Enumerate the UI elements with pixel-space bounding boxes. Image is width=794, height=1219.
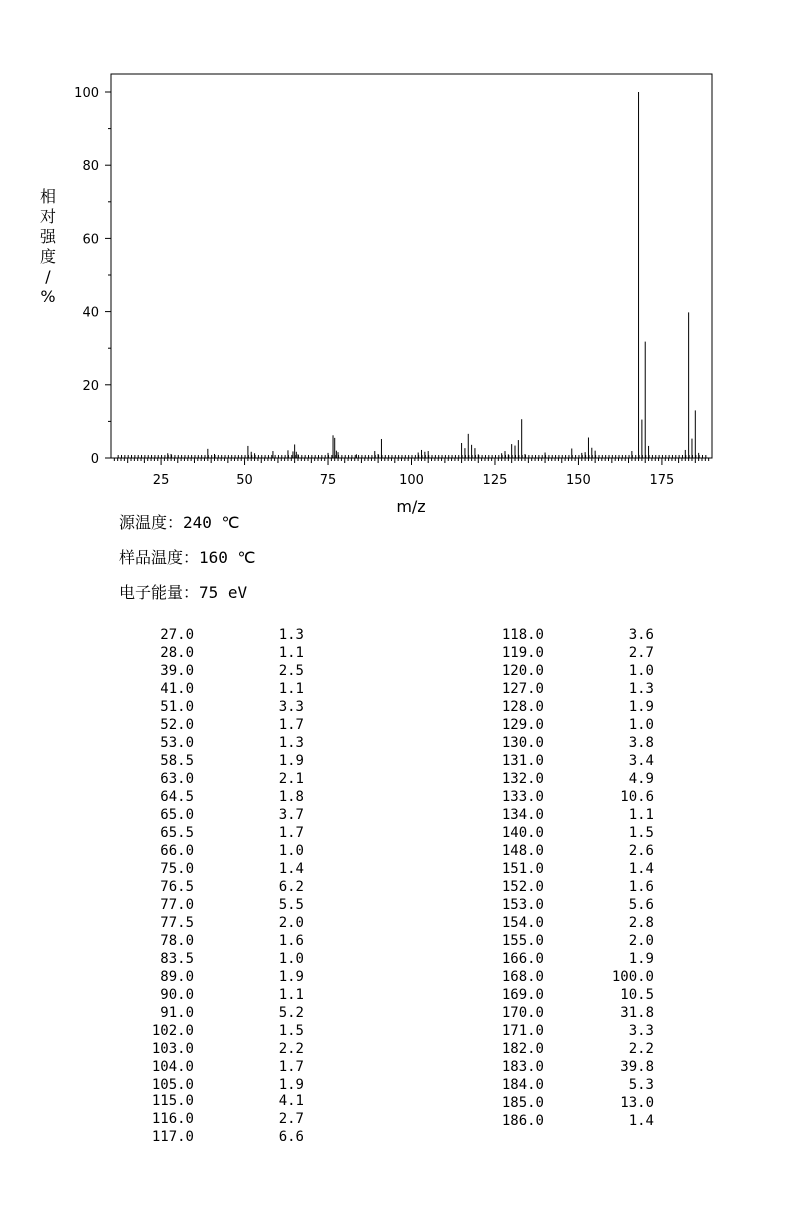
- x-tick-label: 125: [482, 473, 508, 488]
- condition-value: 75 eV: [199, 583, 248, 602]
- mz-value: 182.0: [501, 1041, 544, 1057]
- mz-value: 58.5: [160, 753, 194, 769]
- intensity-value: 1.7: [278, 1059, 304, 1075]
- mz-value: 102.0: [151, 1023, 194, 1039]
- y-label-char: %: [40, 287, 56, 306]
- mz-value: 154.0: [501, 915, 544, 931]
- intensity-value: 1.1: [278, 645, 304, 661]
- y-label-char: /: [45, 267, 51, 286]
- y-tick-label: 80: [82, 159, 99, 175]
- sample-temperature: [119, 545, 256, 568]
- mz-value: 133.0: [501, 789, 544, 805]
- mz-value: 132.0: [501, 771, 544, 787]
- mz-value: 168.0: [501, 969, 544, 985]
- mz-value: 83.5: [160, 951, 194, 967]
- condition-value: 160 ℃: [199, 548, 256, 567]
- mz-value: 27.0: [160, 627, 194, 643]
- mz-value: 41.0: [160, 681, 194, 697]
- mz-value: 89.0: [160, 969, 194, 985]
- peak-table-right: [484, 626, 654, 1146]
- mz-value: 153.0: [501, 897, 544, 913]
- mz-value: 52.0: [160, 717, 194, 733]
- x-tick-label: 150: [566, 473, 591, 488]
- mz-value: 129.0: [501, 717, 544, 733]
- intensity-value: 2.8: [628, 915, 654, 931]
- mz-value: 103.0: [151, 1041, 194, 1057]
- intensity-value: 1.0: [628, 717, 654, 733]
- mz-value: 152.0: [501, 879, 544, 895]
- intensity-value: 1.0: [278, 951, 304, 967]
- mz-value: 130.0: [501, 735, 544, 751]
- mz-value: 151.0: [501, 861, 544, 877]
- mz-value: 166.0: [501, 951, 544, 967]
- y-tick-label: 0: [90, 452, 99, 467]
- intensity-value: 100.0: [611, 969, 654, 985]
- x-tick-label: 25: [152, 473, 170, 488]
- intensity-value: 2.0: [278, 915, 304, 931]
- mz-value: 91.0: [160, 1005, 194, 1021]
- intensity-value: 2.2: [278, 1041, 304, 1057]
- mz-value: 64.5: [160, 789, 194, 805]
- mz-value: 115.0: [151, 1093, 194, 1109]
- plot-frame: [111, 74, 712, 458]
- intensity-value: 1.3: [278, 735, 304, 751]
- source-temperature: [119, 510, 240, 533]
- intensity-value: 4.1: [278, 1093, 304, 1109]
- intensity-value: 13.0: [620, 1095, 654, 1111]
- condition-label: 样品温度：: [119, 548, 200, 567]
- intensity-value: 1.9: [628, 699, 654, 715]
- intensity-value: 3.4: [628, 753, 654, 769]
- y-tick-label: 20: [82, 378, 99, 394]
- mz-value: 185.0: [501, 1095, 544, 1111]
- intensity-value: 2.5: [278, 663, 304, 679]
- mz-value: 77.5: [160, 915, 194, 931]
- intensity-value: 1.0: [628, 663, 654, 679]
- peak-table-left: [134, 626, 304, 1166]
- x-axis: [153, 473, 675, 488]
- electron-energy: [119, 580, 247, 603]
- intensity-value: 2.6: [628, 843, 654, 859]
- mz-value: 90.0: [160, 987, 194, 1003]
- intensity-value: 1.5: [278, 1023, 304, 1039]
- mz-value: 184.0: [501, 1077, 544, 1093]
- condition-label: 电子能量：: [119, 583, 200, 602]
- intensity-value: 1.4: [278, 861, 304, 877]
- intensity-value: 10.6: [620, 789, 654, 805]
- mz-value: 183.0: [501, 1059, 544, 1075]
- y-axis: [74, 86, 111, 467]
- intensity-value: 1.9: [628, 951, 654, 967]
- intensity-value: 1.0: [278, 843, 304, 859]
- peak-bars: [118, 92, 706, 458]
- mz-value: 28.0: [160, 645, 194, 661]
- y-tick-label: 60: [82, 232, 99, 248]
- mz-value: 120.0: [501, 663, 544, 679]
- y-axis-label: [40, 187, 57, 306]
- mz-value: 118.0: [501, 627, 544, 643]
- y-label-char: 相: [39, 187, 57, 206]
- mz-value: 131.0: [501, 753, 544, 769]
- x-tick-label: 175: [649, 473, 675, 488]
- mz-value: 186.0: [501, 1113, 544, 1129]
- mz-value: 105.0: [151, 1077, 194, 1093]
- mz-value: 119.0: [501, 645, 544, 661]
- mz-value: 155.0: [501, 933, 544, 949]
- intensity-value: 1.6: [628, 879, 654, 895]
- y-tick-label: 40: [82, 305, 99, 321]
- intensity-value: 3.7: [278, 807, 304, 823]
- mz-value: 63.0: [160, 771, 194, 787]
- intensity-value: 1.7: [278, 717, 304, 733]
- mz-value: 78.0: [160, 933, 194, 949]
- mz-value: 148.0: [501, 843, 544, 859]
- intensity-value: 1.9: [278, 753, 304, 769]
- intensity-value: 1.9: [278, 1077, 304, 1093]
- x-tick-label: 100: [399, 473, 424, 488]
- intensity-value: 1.8: [278, 789, 304, 805]
- intensity-value: 2.7: [278, 1111, 304, 1127]
- mz-value: 65.5: [160, 825, 194, 841]
- intensity-value: 1.3: [278, 627, 304, 643]
- x-minor-ticks: [114, 458, 708, 465]
- intensity-value: 5.6: [628, 897, 654, 913]
- intensity-value: 5.5: [278, 897, 304, 913]
- intensity-value: 1.1: [628, 807, 654, 823]
- mz-value: 39.0: [160, 663, 194, 679]
- mz-value: 77.0: [160, 897, 194, 913]
- mz-value: 51.0: [160, 699, 194, 715]
- condition-value: 240 ℃: [183, 513, 240, 532]
- mz-value: 140.0: [501, 825, 544, 841]
- intensity-value: 3.8: [628, 735, 654, 751]
- mz-value: 171.0: [501, 1023, 544, 1039]
- mz-value: 127.0: [501, 681, 544, 697]
- mass-spectrum-chart: [0, 0, 794, 520]
- x-tick-label: 50: [236, 473, 253, 488]
- y-tick-label: 100: [74, 86, 99, 101]
- mz-value: 128.0: [501, 699, 544, 715]
- intensity-value: 3.6: [628, 627, 654, 643]
- intensity-value: 10.5: [620, 987, 654, 1003]
- intensity-value: 5.3: [628, 1077, 654, 1093]
- intensity-value: 1.1: [278, 987, 304, 1003]
- intensity-value: 39.8: [620, 1059, 654, 1075]
- mz-value: 53.0: [160, 735, 194, 751]
- intensity-value: 1.5: [628, 825, 654, 841]
- intensity-value: 6.6: [278, 1129, 304, 1145]
- mz-value: 169.0: [501, 987, 544, 1003]
- x-axis-label: m/z: [396, 497, 426, 516]
- mz-value: 104.0: [151, 1059, 194, 1075]
- intensity-value: 31.8: [620, 1005, 654, 1021]
- intensity-value: 2.7: [628, 645, 654, 661]
- mz-value: 76.5: [160, 879, 194, 895]
- x-tick-label: 75: [319, 473, 337, 488]
- intensity-value: 1.1: [278, 681, 304, 697]
- mz-value: 170.0: [501, 1005, 544, 1021]
- intensity-value: 2.1: [278, 771, 304, 787]
- y-label-char: 对: [39, 207, 57, 226]
- intensity-value: 4.9: [628, 771, 654, 787]
- mz-value: 116.0: [151, 1111, 194, 1127]
- intensity-value: 1.6: [278, 933, 304, 949]
- y-label-char: 度: [39, 247, 57, 266]
- intensity-value: 3.3: [628, 1023, 654, 1039]
- y-label-char: 强: [39, 227, 57, 246]
- mz-value: 66.0: [160, 843, 194, 859]
- intensity-value: 1.7: [278, 825, 304, 841]
- intensity-value: 5.2: [278, 1005, 304, 1021]
- mz-value: 134.0: [501, 807, 544, 823]
- mz-value: 117.0: [151, 1129, 194, 1145]
- condition-label: 源温度：: [119, 513, 184, 532]
- intensity-value: 3.3: [278, 699, 304, 715]
- intensity-value: 2.2: [628, 1041, 654, 1057]
- intensity-value: 1.4: [628, 1113, 654, 1129]
- intensity-value: 1.9: [278, 969, 304, 985]
- mz-value: 65.0: [160, 807, 194, 823]
- intensity-value: 1.4: [628, 861, 654, 877]
- intensity-value: 1.3: [628, 681, 654, 697]
- mz-value: 75.0: [160, 861, 194, 877]
- intensity-value: 6.2: [278, 879, 304, 895]
- intensity-value: 2.0: [628, 933, 654, 949]
